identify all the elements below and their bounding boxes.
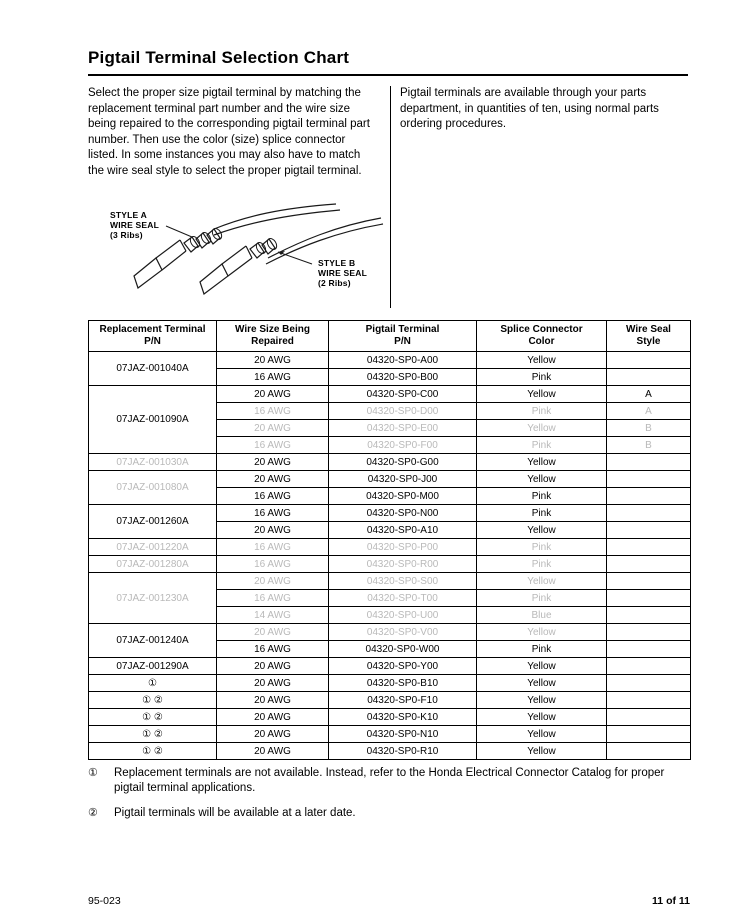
style-b-line2: WIRE SEAL: [318, 268, 368, 278]
table-row: [89, 624, 691, 641]
cell-wire-size: 20 AWG: [217, 658, 329, 675]
cell-wire-size: 20 AWG: [217, 709, 329, 726]
cell-replacement-pn: 07JAZ-001290A: [89, 658, 217, 675]
cell-pigtail-pn: 04320-SP0-C00: [329, 386, 477, 403]
header-line: Replacement Terminal: [99, 324, 206, 335]
header-line: Wire Seal: [626, 324, 671, 335]
cell-seal-style: [607, 454, 691, 471]
cell-seal-style: [607, 505, 691, 522]
footer-page-number: 11 of 11: [652, 895, 690, 907]
cell-wire-size: 20 AWG: [217, 726, 329, 743]
cell-pigtail-pn: 04320-SP0-A00: [329, 352, 477, 369]
table-row: [89, 743, 691, 760]
footnote-text: Pigtail terminals will be available at a later date.: [114, 807, 356, 819]
cell-seal-style: [607, 709, 691, 726]
cell-splice-color: Yellow: [477, 675, 607, 692]
cell-pigtail-pn: 04320-SP0-B00: [329, 369, 477, 386]
cell-seal-style: [607, 471, 691, 488]
cell-wire-size: 20 AWG: [217, 454, 329, 471]
cell-pigtail-pn: 04320-SP0-B10: [329, 675, 477, 692]
cell-splice-color: Yellow: [477, 471, 607, 488]
cell-splice-color: Yellow: [477, 386, 607, 403]
cell-splice-color: Pink: [477, 369, 607, 386]
cell-splice-color: Pink: [477, 488, 607, 505]
cell-pigtail-pn: 04320-SP0-R00: [329, 556, 477, 573]
cell-seal-style: [607, 522, 691, 539]
cell-replacement-pn: 07JAZ-001230A: [89, 573, 217, 624]
cell-splice-color: Yellow: [477, 692, 607, 709]
cell-wire-size: 16 AWG: [217, 590, 329, 607]
style-a-line1: STYLE A: [110, 210, 147, 220]
style-a-label: [110, 210, 159, 240]
cell-wire-size: 20 AWG: [217, 471, 329, 488]
column-divider: [390, 86, 391, 308]
cell-wire-size: 20 AWG: [217, 420, 329, 437]
footnote-marker: ①: [88, 767, 98, 779]
footnote-text: Replacement terminals are not available. Instead, refer to the Honda Electrical Connector Catalog for proper pigtail terminal applications.: [114, 767, 665, 794]
cell-splice-color: Yellow: [477, 743, 607, 760]
cell-seal-style: [607, 743, 691, 760]
cell-seal-style: [607, 641, 691, 658]
header-line: P/N: [394, 336, 411, 347]
cell-seal-style: [607, 488, 691, 505]
table-row: [89, 471, 691, 488]
cell-splice-color: Pink: [477, 556, 607, 573]
cell-replacement-pn: ① ②: [89, 726, 217, 743]
cell-splice-color: Yellow: [477, 454, 607, 471]
cell-wire-size: 16 AWG: [217, 641, 329, 658]
cell-seal-style: [607, 556, 691, 573]
footnote-row: [88, 806, 692, 821]
cell-pigtail-pn: 04320-SP0-K10: [329, 709, 477, 726]
cell-seal-style: [607, 692, 691, 709]
cell-replacement-pn: 07JAZ-001090A: [89, 386, 217, 454]
cell-seal-style: [607, 624, 691, 641]
cell-replacement-pn: 07JAZ-001040A: [89, 352, 217, 386]
cell-pigtail-pn: 04320-SP0-M00: [329, 488, 477, 505]
header-line: Repaired: [251, 336, 294, 347]
table-row: [89, 692, 691, 709]
style-b-line3: (2 Ribs): [318, 278, 351, 288]
table-row: [89, 658, 691, 675]
cell-pigtail-pn: 04320-SP0-T00: [329, 590, 477, 607]
cell-seal-style: [607, 675, 691, 692]
header-line: Wire Size Being: [235, 324, 310, 335]
column-header-wire-size: [217, 321, 329, 352]
cell-pigtail-pn: 04320-SP0-N00: [329, 505, 477, 522]
table-row: [89, 726, 691, 743]
cell-pigtail-pn: 04320-SP0-P00: [329, 539, 477, 556]
cell-splice-color: Yellow: [477, 352, 607, 369]
cell-wire-size: 16 AWG: [217, 488, 329, 505]
intro-paragraph-right: Pigtail terminals are available through your parts department, in quantities of ten, using normal parts ordering procedures.: [400, 87, 659, 130]
header-line: Splice Connector: [500, 324, 583, 335]
cell-seal-style: [607, 590, 691, 607]
table-header: [89, 321, 691, 352]
cell-pigtail-pn: 04320-SP0-G00: [329, 454, 477, 471]
cell-wire-size: 20 AWG: [217, 573, 329, 590]
header-line: Color: [528, 336, 555, 347]
cell-wire-size: 20 AWG: [217, 352, 329, 369]
cell-seal-style: [607, 573, 691, 590]
table-body: [89, 352, 691, 760]
header-line: Pigtail Terminal: [365, 324, 440, 335]
cell-replacement-pn: 07JAZ-001240A: [89, 624, 217, 658]
cell-pigtail-pn: 04320-SP0-W00: [329, 641, 477, 658]
table-row: [89, 386, 691, 403]
cell-wire-size: 16 AWG: [217, 556, 329, 573]
style-a-line2: WIRE SEAL: [110, 220, 160, 230]
cell-splice-color: Pink: [477, 590, 607, 607]
cell-pigtail-pn: 04320-SP0-Y00: [329, 658, 477, 675]
cell-splice-color: Pink: [477, 641, 607, 658]
header-line: Style: [636, 336, 661, 347]
cell-splice-color: Yellow: [477, 726, 607, 743]
cell-pigtail-pn: 04320-SP0-D00: [329, 403, 477, 420]
cell-splice-color: Pink: [477, 505, 607, 522]
cell-pigtail-pn: 04320-SP0-F00: [329, 437, 477, 454]
cell-replacement-pn: 07JAZ-001080A: [89, 471, 217, 505]
table-row: [89, 539, 691, 556]
cell-pigtail-pn: 04320-SP0-U00: [329, 607, 477, 624]
cell-seal-style: B: [607, 420, 691, 437]
cell-replacement-pn: 07JAZ-001280A: [89, 556, 217, 573]
cell-splice-color: Yellow: [477, 420, 607, 437]
title-rule: [88, 74, 688, 76]
cell-seal-style: A: [607, 403, 691, 420]
footnote-row: [88, 766, 692, 796]
cell-replacement-pn: 07JAZ-001220A: [89, 539, 217, 556]
cell-pigtail-pn: 04320-SP0-S00: [329, 573, 477, 590]
cell-wire-size: 20 AWG: [217, 692, 329, 709]
cell-seal-style: [607, 369, 691, 386]
footnote-marker: ②: [88, 807, 98, 819]
cell-splice-color: Pink: [477, 403, 607, 420]
cell-splice-color: Yellow: [477, 709, 607, 726]
cell-pigtail-pn: 04320-SP0-E00: [329, 420, 477, 437]
column-header-seal-style: [607, 321, 691, 352]
cell-replacement-pn: ①: [89, 675, 217, 692]
footnotes: [88, 766, 692, 831]
cell-pigtail-pn: 04320-SP0-J00: [329, 471, 477, 488]
header-line: P/N: [144, 336, 161, 347]
cell-replacement-pn: ① ②: [89, 743, 217, 760]
cell-seal-style: [607, 726, 691, 743]
table-row: [89, 352, 691, 369]
cell-splice-color: Yellow: [477, 658, 607, 675]
cell-wire-size: 20 AWG: [217, 522, 329, 539]
cell-wire-size: 16 AWG: [217, 505, 329, 522]
table-row: [89, 556, 691, 573]
table-row: [89, 709, 691, 726]
cell-wire-size: 20 AWG: [217, 675, 329, 692]
cell-splice-color: Pink: [477, 539, 607, 556]
cell-wire-size: 14 AWG: [217, 607, 329, 624]
cell-pigtail-pn: 04320-SP0-V00: [329, 624, 477, 641]
cell-splice-color: Yellow: [477, 573, 607, 590]
cell-wire-size: 16 AWG: [217, 437, 329, 454]
column-header-splice-color: [477, 321, 607, 352]
cell-splice-color: Pink: [477, 437, 607, 454]
column-header-pigtail: [329, 321, 477, 352]
cell-seal-style: [607, 352, 691, 369]
table-row: [89, 505, 691, 522]
cell-seal-style: [607, 539, 691, 556]
cell-splice-color: Yellow: [477, 624, 607, 641]
wire-seal-figure: [96, 196, 386, 306]
cell-wire-size: 16 AWG: [217, 369, 329, 386]
style-b-line1: STYLE B: [318, 258, 356, 268]
cell-pigtail-pn: 04320-SP0-R10: [329, 743, 477, 760]
cell-wire-size: 20 AWG: [217, 624, 329, 641]
cell-seal-style: A: [607, 386, 691, 403]
cell-pigtail-pn: 04320-SP0-A10: [329, 522, 477, 539]
cell-splice-color: Blue: [477, 607, 607, 624]
intro-paragraph-left: Select the proper size pigtail terminal by matching the replacement terminal part number and the wire size being repaired to the corresponding pigtail terminal part number. Then use the color (size) splice connector listed. In some instances you may also have to match the wire seal style to select the proper pigtail terminal.: [88, 87, 370, 177]
table-row: [89, 454, 691, 471]
table-header-row: [89, 321, 691, 352]
cell-replacement-pn: 07JAZ-001260A: [89, 505, 217, 539]
style-a-line3: (3 Ribs): [110, 230, 143, 240]
column-header-replacement: [89, 321, 217, 352]
table-row: [89, 675, 691, 692]
cell-replacement-pn: ① ②: [89, 692, 217, 709]
cell-seal-style: [607, 607, 691, 624]
footer-document-number: 95-023: [88, 895, 121, 907]
cell-wire-size: 16 AWG: [217, 403, 329, 420]
style-b-label: [318, 258, 367, 288]
selection-chart-table: [88, 320, 691, 760]
cell-seal-style: [607, 658, 691, 675]
cell-wire-size: 20 AWG: [217, 386, 329, 403]
cell-replacement-pn: ① ②: [89, 709, 217, 726]
cell-replacement-pn: 07JAZ-001030A: [89, 454, 217, 471]
cell-pigtail-pn: 04320-SP0-F10: [329, 692, 477, 709]
cell-seal-style: B: [607, 437, 691, 454]
cell-wire-size: 16 AWG: [217, 539, 329, 556]
cell-splice-color: Yellow: [477, 522, 607, 539]
selection-chart-table-wrap: [88, 320, 690, 760]
cell-pigtail-pn: 04320-SP0-N10: [329, 726, 477, 743]
table-row: [89, 573, 691, 590]
page-title: Pigtail Terminal Selection Chart: [88, 48, 350, 67]
cell-wire-size: 20 AWG: [217, 743, 329, 760]
